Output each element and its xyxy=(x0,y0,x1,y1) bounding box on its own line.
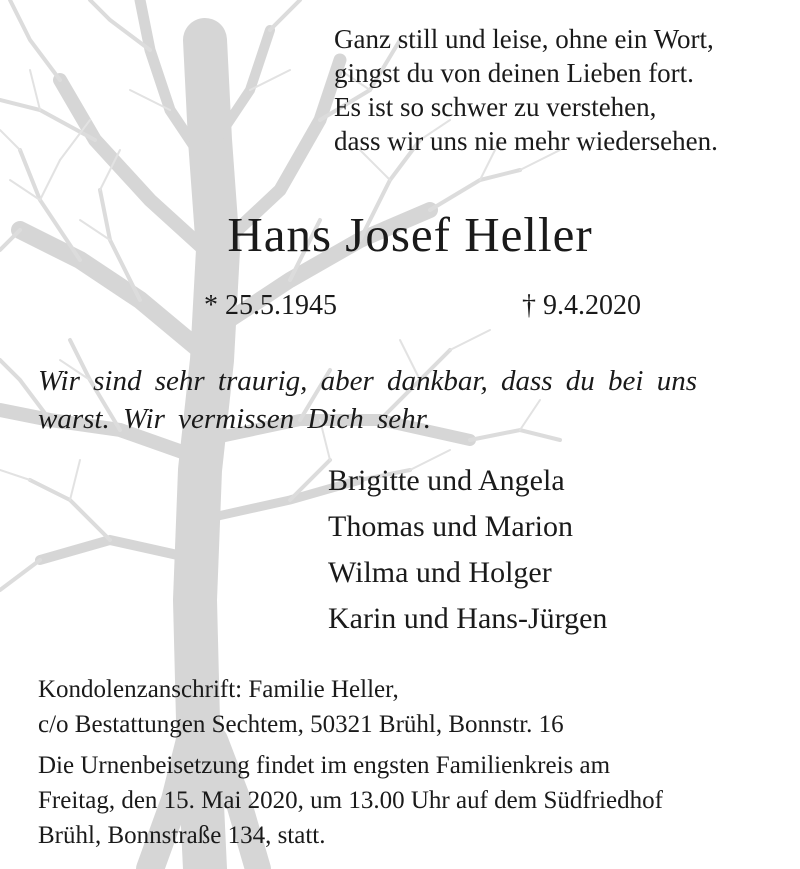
family-member: Karin und Hans-Jürgen xyxy=(328,602,608,635)
contact-line: Kondolenzanschrift: Familie Heller, xyxy=(38,676,399,703)
burial-line: Brühl, Bonnstraße 134, statt. xyxy=(38,822,326,849)
burial-line: Die Urnenbeisetzung findet im engsten Familienkreis am xyxy=(38,752,611,779)
family-member: Thomas und Marion xyxy=(328,510,573,543)
poem-line: Ganz still und leise, ohne ein Wort, xyxy=(334,24,714,54)
family-member: Brigitte und Angela xyxy=(328,464,565,497)
death-date: † 9.4.2020 xyxy=(522,290,641,321)
poem-line: gingst du von deinen Lieben fort. xyxy=(334,58,694,88)
family-message xyxy=(38,362,784,438)
condolence-address xyxy=(38,672,564,742)
message-line: Wir sind sehr traurig, aber dankbar, dass du bei uns xyxy=(38,365,698,397)
burial-line: Freitag, den 15. Mai 2020, um 13.00 Uhr auf dem Südfriedhof xyxy=(38,787,663,814)
memorial-poem xyxy=(334,22,718,158)
contact-line: c/o Bestattungen Sechtem, 50321 Brühl, Bonnstr. 16 xyxy=(38,711,564,738)
birth-date: * 25.5.1945 xyxy=(204,290,337,321)
poem-line: Es ist so schwer zu verstehen, xyxy=(334,92,657,122)
deceased-name: Hans Josef Heller xyxy=(227,207,593,262)
family-signatures xyxy=(328,458,607,642)
poem-line: dass wir uns nie mehr wiedersehen. xyxy=(334,126,718,156)
message-line: warst. Wir vermissen Dich sehr. xyxy=(38,403,431,435)
family-member: Wilma und Holger xyxy=(328,556,552,589)
burial-notice xyxy=(38,748,663,853)
